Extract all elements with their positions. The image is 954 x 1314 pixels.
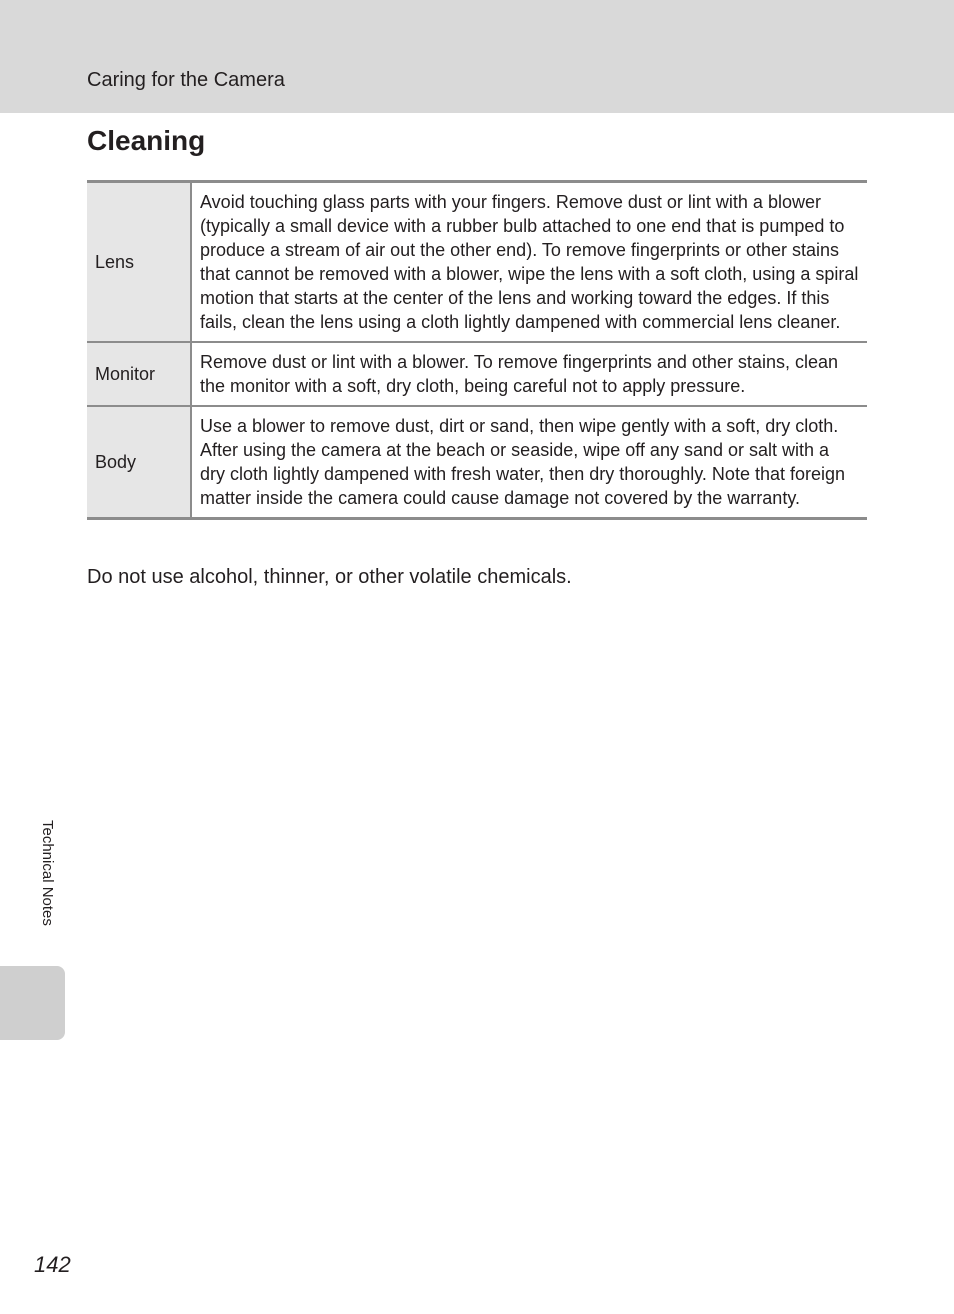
table-row-body (87, 406, 867, 519)
instructions-lens: Avoid touching glass parts with your fingers. Remove dust or lint with a blower (typically a small device with a rubber bulb attached to one end that is pumped to produce a stream of air out the other end). To remove fingerprints or other stains that cannot be removed with a blower, wipe the lens with a soft cloth, using a spiral motion that starts at the center of the lens and working toward the edges. If this fails, clean the lens using a cloth lightly dampened with commercial lens cleaner. (191, 182, 867, 343)
table-row-monitor (87, 342, 867, 406)
section-title: Caring for the Camera (87, 69, 285, 91)
table-row-lens (87, 182, 867, 343)
side-tab-marker (0, 966, 65, 1040)
page-heading: Cleaning (87, 125, 206, 156)
page-number: 142 (34, 1252, 71, 1277)
instructions-monitor: Remove dust or lint with a blower. To remove fingerprints and other stains, clean the monitor with a soft, dry cloth, being careful not to apply pressure. (191, 342, 867, 406)
part-label-body: Body (87, 406, 191, 519)
instructions-body: Use a blower to remove dust, dirt or sand, then wipe gently with a soft, dry cloth. After using the camera at the beach or seaside, wipe off any sand or salt with a dry cloth lightly dampened with fresh water, then dry thoroughly. Note that foreign matter inside the camera could cause damage not covered by the warranty. (191, 406, 867, 519)
part-label-lens: Lens (87, 182, 191, 343)
part-label-monitor: Monitor (87, 342, 191, 406)
cleaning-table (87, 180, 867, 520)
caution-note: Do not use alcohol, thinner, or other volatile chemicals. (87, 566, 572, 588)
side-tab-label: Technical Notes (39, 820, 56, 926)
header-band (0, 0, 954, 113)
